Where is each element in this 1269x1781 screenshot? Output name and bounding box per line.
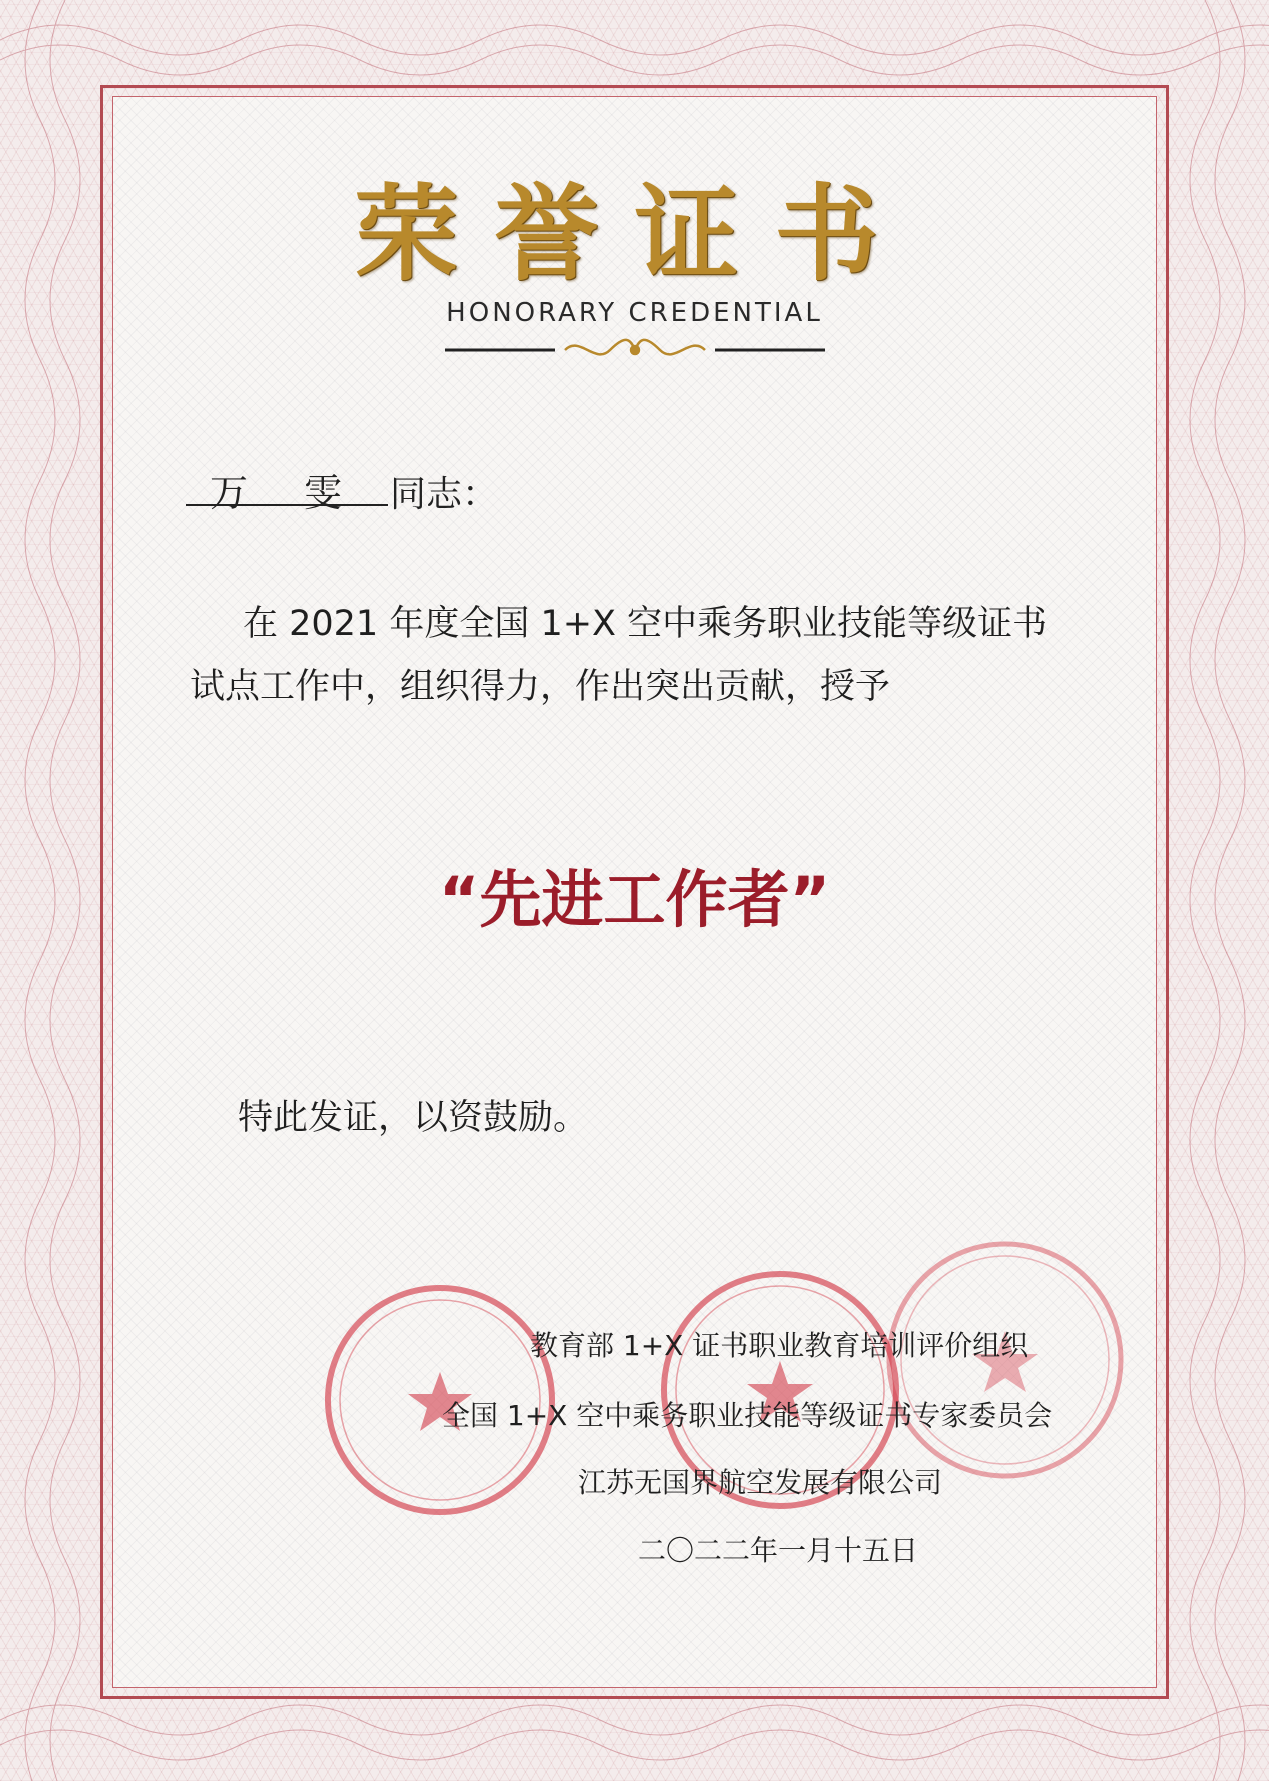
certificate-title: 荣誉证书 [354, 172, 915, 295]
issuer-1: 教育部 1+X 证书职业教育培训评价组织 [530, 1329, 1029, 1362]
body-line-2: 试点工作中，组织得力，作出突出贡献，授予 [190, 667, 891, 707]
recipient-name: 万 雯 [209, 471, 365, 515]
ornamental-flourish-icon [445, 330, 825, 370]
issue-date: 二〇二二年一月十五日 [638, 1534, 919, 1567]
award-title: “先进工作者” [438, 863, 831, 936]
issuer-2: 全国 1+X 空中乘务职业技能等级证书专家委员会 [442, 1399, 1053, 1432]
body-line-1: 在 2021 年度全国 1+X 空中乘务职业技能等级证书 [243, 604, 1048, 644]
issuer-3: 江苏无国界航空发展有限公司 [578, 1466, 943, 1499]
salutation: 同志： [390, 474, 499, 515]
certificate-subtitle: HONORARY CREDENTIAL [446, 298, 823, 328]
closing-line: 特此发证，以资鼓励。 [238, 1098, 589, 1138]
